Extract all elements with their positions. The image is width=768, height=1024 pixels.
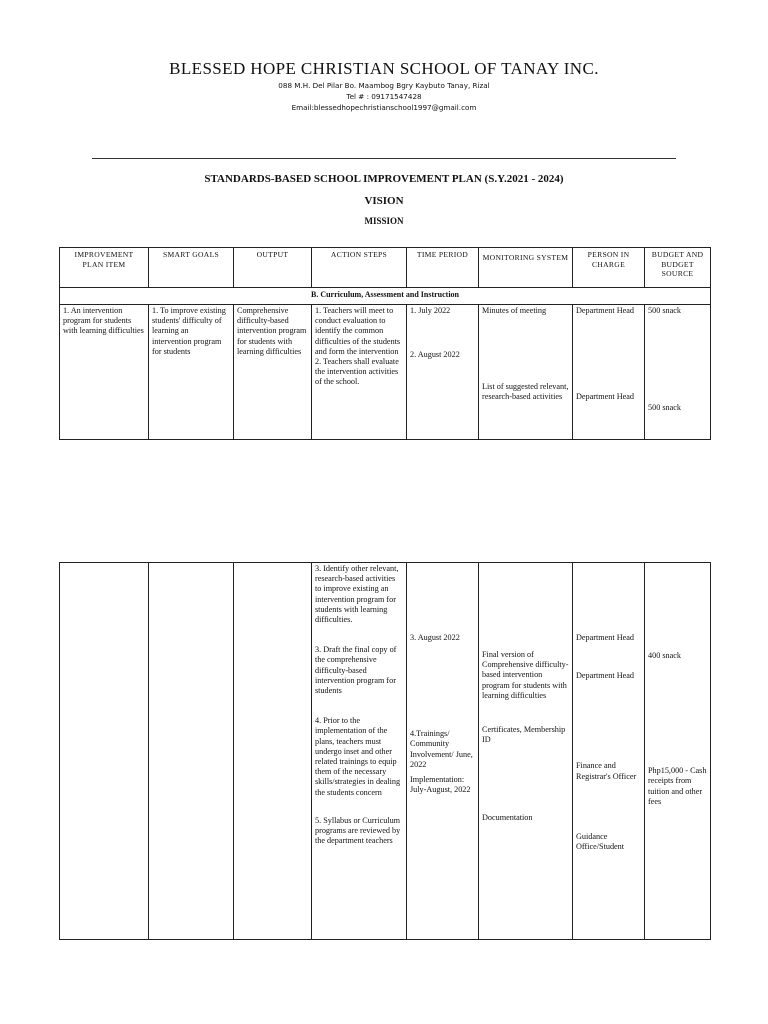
- cell-budget: [645, 563, 711, 940]
- header-monitoring-system: MONITORING SYSTEM: [479, 248, 573, 288]
- header-budget: BUDGET AND BUDGET SOURCE: [645, 248, 711, 288]
- cell-smart-goal: 1. To improve existing students' difficulty of learning an intervention program for students: [149, 305, 234, 440]
- person-6: Guidance Office/Student: [576, 831, 625, 852]
- cell-plan-item: 1. An intervention program for students with learning difficulties: [60, 305, 149, 440]
- action-step-3b: 3. Draft the final copy of the comprehensive difficulty-based intervention program for students: [315, 645, 397, 696]
- section-row: [60, 288, 711, 305]
- budget-2: 500 snack: [648, 403, 681, 413]
- school-telephone: Tel # : 09171547428: [346, 92, 422, 101]
- header-output: OUTPUT: [234, 248, 312, 288]
- cell-monitoring: [479, 305, 573, 440]
- table-row: [60, 563, 711, 940]
- cell-monitoring: [479, 563, 573, 940]
- school-email: Email:blessedhopechristianschool1997@gmail.com: [291, 103, 477, 112]
- budget-4: Php15,000 - Cash receipts from tuition and other fees: [648, 766, 707, 806]
- table-header-row: [60, 248, 711, 288]
- cell-person-in-charge: [573, 305, 645, 440]
- cell-action-steps: [312, 305, 407, 440]
- cell-budget: [645, 305, 711, 440]
- school-address: 088 M.H. Del Pilar Bo. Maambog Bgry Kaybuto Tanay, Rizal: [278, 81, 490, 90]
- monitoring-5: Documentation: [482, 813, 533, 823]
- time-period-2: 2. August 2022: [410, 350, 460, 360]
- document-header: [0, 58, 768, 113]
- cell-action-steps: [312, 563, 407, 940]
- header-smart-goals: SMART GOALS: [149, 248, 234, 288]
- monitoring-4: Certificates, Membership ID: [482, 725, 566, 745]
- vision-heading: VISION: [364, 195, 404, 207]
- header-improvement-plan-item: IMPROVEMENT PLAN ITEM: [60, 248, 149, 288]
- mission-heading: MISSION: [364, 216, 404, 226]
- improvement-plan-table-page1: [59, 247, 711, 440]
- person-2: Department Head: [576, 392, 634, 402]
- improvement-plan-table-page2: [59, 562, 711, 940]
- cell-output-empty: [234, 563, 312, 940]
- action-step-2: 2. Teachers shall evaluate the intervention activities of the school.: [315, 357, 399, 387]
- person-3: Department Head: [576, 633, 634, 642]
- header-divider: [92, 158, 676, 159]
- time-period-1: 1. July 2022: [410, 306, 451, 315]
- cell-person-in-charge: [573, 563, 645, 940]
- time-period-4b: Implementation: July-August, 2022: [410, 775, 471, 795]
- monitoring-2: List of suggested relevant, research-based activities: [482, 382, 569, 402]
- person-1: Department Head: [576, 306, 634, 315]
- cell-output: Comprehensive difficulty-based intervention program for students with learning difficulties: [234, 305, 312, 440]
- plan-titles: [0, 171, 768, 228]
- budget-1: 500 snack: [648, 306, 681, 315]
- cell-plan-item-empty: [60, 563, 149, 940]
- header-action-steps: ACTION STEPS: [312, 248, 407, 288]
- budget-3: 400 snack: [648, 651, 681, 660]
- cell-smart-goal-empty: [149, 563, 234, 940]
- action-step-1: 1. Teachers will meet to conduct evaluation to identify the common difficulties of the students and form the intervention: [315, 306, 401, 356]
- header-person-in-charge: PERSON IN CHARGE: [573, 248, 645, 288]
- action-step-5: 5. Syllabus or Curriculum programs are reviewed by the department teachers: [315, 815, 401, 846]
- school-name: BLESSED HOPE CHRISTIAN SCHOOL OF TANAY INC.: [169, 59, 599, 78]
- section-title: B. Curriculum, Assessment and Instruction: [60, 288, 711, 305]
- cell-time-period: [407, 305, 479, 440]
- table-row: [60, 305, 711, 440]
- action-step-4: 4. Prior to the implementation of the plans, teachers must undergo inset and other related trainings to equip them of the necessary skills/strategies in dealing the students concern: [315, 716, 401, 797]
- header-time-period: TIME PERIOD: [407, 248, 479, 288]
- cell-time-period: [407, 563, 479, 940]
- time-period-4: 4.Trainings/ Community Involvement/ June, 2022: [410, 729, 473, 769]
- monitoring-1: Minutes of meeting: [482, 306, 547, 315]
- person-4: Department Head: [576, 671, 634, 681]
- plan-title: STANDARDS-BASED SCHOOL IMPROVEMENT PLAN (S.Y.2021 - 2024): [204, 173, 564, 185]
- action-step-3: 3. Identify other relevant, research-based activities to improve existing an intervention program for students with learning difficulties.: [315, 564, 399, 625]
- monitoring-3: Final version of Comprehensive difficulty-based intervention program for students with learning difficulties: [482, 650, 569, 700]
- time-period-3: 3. August 2022: [410, 633, 460, 642]
- person-5: Finance and Registrar's Officer: [576, 761, 637, 781]
